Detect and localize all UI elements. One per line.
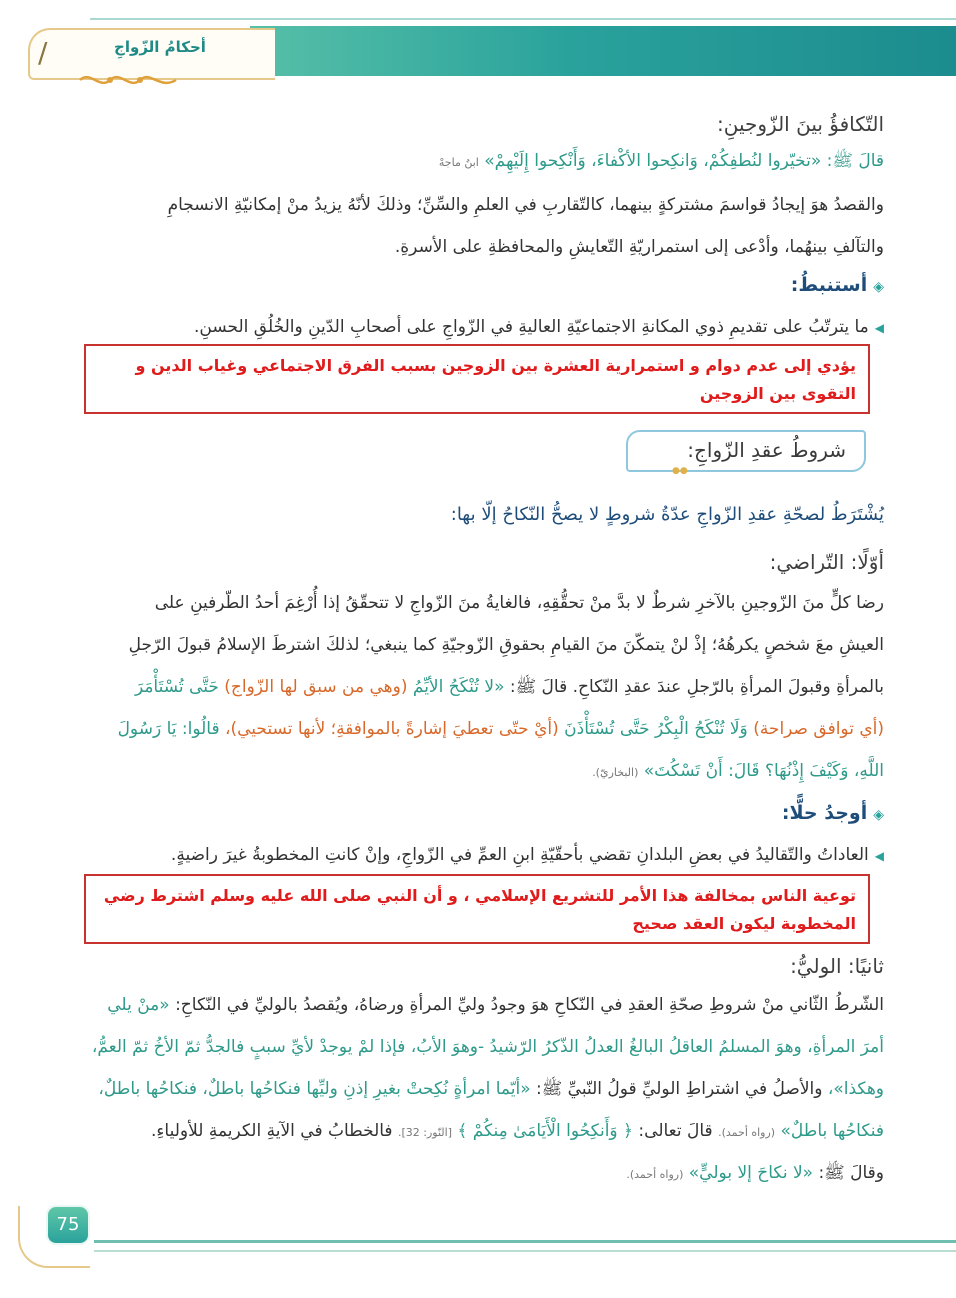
hadith-text: قالُوا: يَا رَسُولَ <box>117 719 220 739</box>
section-label-shurut: شروطُ عقدِ الزّواجِ: <box>626 430 866 472</box>
quote-text: وهكذا»، <box>827 1079 884 1099</box>
awjid-title: أوجدُ حلًّا: <box>781 802 868 824</box>
wali-text: والأصلُ في اشتراطِ الوليِّ قولُ النّبيِّ ﷺ: <box>536 1079 823 1099</box>
taradi-line-2: العيشِ معَ شخصٍ يكرهُهُ؛ إذْ لنْ يتمكّنَ منَ القيامِ بحقوقِ الزّوجيّةِ كما ينبغي؛ لذلكَ اشترطَ الإسلامُ قبولَ الرّجلِ <box>128 635 884 655</box>
hadith-source: (البخاريّ). <box>592 766 639 779</box>
taradi-line-4 <box>118 710 884 748</box>
awjid-question-text: العاداتُ والتّقاليدُ في بعضِ البلدانِ تقضي بأحقّيّةِ ابنِ العمِّ في الزّواجِ، وإنْ كانتِ المخطوبةُ غيرَ راضيةٍ. <box>170 845 869 865</box>
footer-line <box>94 1240 956 1243</box>
hadith-text: فنكاحُها باطلٌ» <box>780 1121 884 1141</box>
hadith-source: (رواه أحمد). <box>718 1126 776 1139</box>
label-dots-icon: ●● <box>672 466 688 476</box>
istanbit-heading <box>791 274 884 296</box>
awjid-question <box>171 836 884 875</box>
kafaa-hadith-line <box>439 142 884 182</box>
wali-text: وقالَ ﷺ: <box>818 1163 884 1183</box>
diamond-icon: ◈ <box>873 807 884 823</box>
quran-verse: ﴿ وَأَنكِحُوا الْأَيَامَىٰ مِنكُمْ ﴾ <box>457 1121 634 1141</box>
hadith-text: «تخيّروا لنُطفِكُمْ، وَانكِحوا الأكْفاءَ، وَأَنْكِحوا إِلَيْهِمْ» <box>484 151 822 171</box>
hadith-text: اللَّهِ، وَكَيْفَ إِذْنُهَا؟ قَالَ: أَنْ تَسْكُتَ» <box>643 761 884 781</box>
taradi-line-3 <box>135 668 884 706</box>
explanation-text: (أي توافق صراحة) <box>753 719 884 739</box>
quote-text: «منْ يلي <box>107 995 170 1015</box>
kafaa-paragraph-line-1: والقصدُ هوَ إيجادُ قواسمَ مشتركةٍ بينهما، كالتّقاربِ في العلمِ والسِّنِّ؛ وذلكَ لأنّهُ يزيدُ منْ إمكانيّةِ الانسجامِ <box>167 195 884 215</box>
hadith-source: (رواه أحمد). <box>626 1168 684 1181</box>
hadith-text: «لا تُنْكَحُ الأيِّمُ <box>412 677 505 697</box>
istanbit-answer-box[interactable]: يؤدي إلى عدم دوام و استمرارية العشرة بين الزوجين بسبب الفرق الاجتماعي وغياب الدين و التقوى بين الزوجين <box>84 344 870 414</box>
hadith-text: «أيّما امرأةٍ نُكِحتْ بغيرِ إذنِ وليِّها فنكاحُها باطلٌ، فنكاحُها باطلٌ، <box>98 1079 531 1099</box>
wali-text: قالَ تعالى: <box>638 1121 713 1141</box>
awjid-answer-box[interactable]: توعية الناس بمخالفة هذا الأمر للتشريع الإسلامي ، و أن النبي صلى الله عليه وسلم اشترط رضي المخطوبة ليكون العقد صحيح <box>84 874 870 944</box>
hadith-text: وَلَا تُنْكَحُ الْبِكْرُ حَتَّى تُسْتَأْذَنَ <box>564 719 748 739</box>
header-top-line <box>90 18 956 20</box>
istanbit-title: أستنبطُ: <box>790 274 868 296</box>
wali-text: الشّرطُ الثّاني منْ شروطِ صحّةِ العقدِ في النّكاحِ هوَ وجودُ وليِّ المرأةِ ورضاهُ، ويُقصدُ بالوليِّ في النّكاحِ: <box>175 995 884 1015</box>
kafaa-heading: التّكافؤُ بينَ الزّوجينِ: <box>717 112 884 136</box>
triangle-bullet-icon: ◀ <box>874 849 884 863</box>
explanation-text: (أيْ حتّى تعطيَ إشارةً بالموافقةِ؛ لأنها تستحيي)، <box>225 719 559 739</box>
chapter-title: أحكامُ الزّواجِ <box>114 38 206 56</box>
taradi-text: بالمرأةِ وقبولَ المرأةِ بالرّجلِ عندَ عقدِ النّكاحِ. قالَ ﷺ: <box>509 677 884 697</box>
shurut-intro: يُشْتَرَطُ لصحّةِ عقدِ الزّواجِ عدّةُ شروطٍ لا يصحُّ النّكاحُ إلّا بها: <box>450 504 884 525</box>
hadith-text: «لا نكاحَ إلا بوليٍّ» <box>688 1163 814 1183</box>
footer-line-light <box>94 1250 956 1252</box>
istanbit-question <box>194 308 884 347</box>
istanbit-question-text: ما يترتّبُ على تقديمِ ذوي المكانةِ الاجتماعيّةِ العاليةِ في الزّواجِ على أصحابِ الدّينِ والخُلُقِ الحسنِ. <box>194 317 869 337</box>
awjid-heading <box>782 802 884 824</box>
explanation-text: (وهي من سبق لها الزّواج) <box>224 677 408 697</box>
taradi-line-1: رضا كلٍّ منَ الزّوجينِ بالآخرِ شرطٌ لا بدَّ منْ تحقُّقِهِ، فالغايةُ منَ الزّواجِ لا تتحقّقُ إذا أُرْغِمَ أحدُ الطّرفينِ على <box>154 593 884 613</box>
header-band <box>250 26 956 76</box>
kafaa-paragraph-line-2: والتآلفِ بينهُما، وأدْعى إلى استمراريّةِ التّعايشِ والمحافظةِ على الأسرةِ. <box>394 237 884 257</box>
wali-heading: ثانيًا: الوليُّ: <box>790 954 884 978</box>
wali-line-5 <box>626 1154 884 1194</box>
taradi-line-5 <box>592 752 884 792</box>
ornament-icon <box>78 70 178 90</box>
diamond-icon: ◈ <box>873 279 884 295</box>
taradi-heading: أوّلًا: التّراضي: <box>769 550 884 574</box>
wali-line-3 <box>98 1070 884 1108</box>
hadith-prefix: قالَ ﷺ: <box>826 151 884 171</box>
wali-text: فالخطابُ في الآيةِ الكريمةِ للأولياءِ. <box>151 1121 393 1141</box>
hadith-source: ابنُ ماجهْ <box>438 156 479 169</box>
hadith-text: حَتَّى تُسْتَأْمَرَ <box>134 677 219 697</box>
wali-line-4 <box>151 1112 884 1152</box>
wali-line-1 <box>107 986 884 1024</box>
verse-reference: [النّور: 32]. <box>397 1126 452 1139</box>
page-number: 75 <box>48 1207 88 1243</box>
wali-line-2: أمرَ المرأةِ، وهوَ المسلمُ العاقلُ البالغُ العدلُ الذّكرُ الرّشيدُ -وهوَ الأبُ، فإذا لمْ يوجدْ لأيِّ سببٍ فالجدُّ ثمّ الأخُ ثمّ العمُّ، <box>91 1037 884 1057</box>
triangle-bullet-icon: ◀ <box>874 321 884 335</box>
header-pen-stroke: / <box>38 36 48 69</box>
